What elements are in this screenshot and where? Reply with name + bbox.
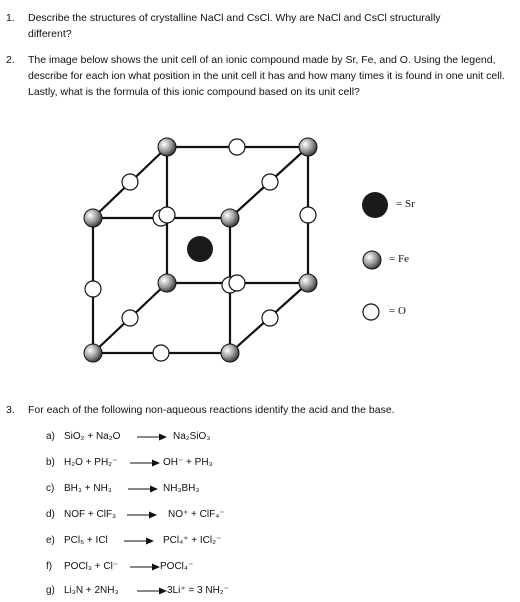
reaction-reactants: SiO₂ + Na₂O — [64, 431, 121, 442]
o-atom — [229, 139, 245, 155]
sr-atom-center — [187, 236, 213, 262]
reaction-products: 3Li⁺ = 3 NH₂⁻ — [167, 585, 229, 596]
reaction-reactants: H₂O + PH₂⁻ — [64, 457, 118, 468]
reaction-label: e) — [46, 535, 55, 546]
fe-atom — [221, 209, 239, 227]
reaction-row — [46, 584, 306, 598]
reaction-products: NH₃BH₃ — [163, 483, 200, 494]
question-1-text: Describe the structures of crystalline NaCl and CsCl. Why are NaCl and CsCl structurally different? — [28, 12, 441, 40]
o-atom — [122, 174, 138, 190]
fe-atom — [221, 344, 239, 362]
fe-atom — [158, 138, 176, 156]
fe-atom — [84, 209, 102, 227]
legend — [362, 192, 388, 320]
legend-sr-label: = Sr — [396, 198, 415, 210]
fe-atom — [158, 274, 176, 292]
arrow-icon — [128, 485, 158, 493]
reaction-row — [46, 534, 306, 548]
o-atom — [122, 310, 138, 326]
arrow-icon — [124, 537, 154, 545]
reaction-row — [46, 560, 306, 574]
reaction-reactants: BH₃ + NH₃ — [64, 483, 112, 494]
arrow-icon — [127, 511, 157, 519]
reaction-label: a) — [46, 431, 55, 442]
o-atom — [262, 174, 278, 190]
reaction-products: Na₂SiO₃ — [173, 431, 211, 442]
reaction-row — [46, 508, 306, 522]
question-3-text: For each of the following non-aqueous reactions identify the acid and the base. — [28, 404, 395, 416]
legend-fe-symbol — [363, 251, 381, 269]
arrow-icon — [130, 563, 160, 571]
arrow-icon — [130, 459, 160, 467]
o-atom — [229, 275, 245, 291]
reaction-label: f) — [46, 561, 53, 572]
reaction-label: b) — [46, 457, 55, 468]
reaction-products: NO⁺ + ClF₄⁻ — [168, 509, 225, 520]
reaction-label: c) — [46, 483, 55, 494]
reaction-products: POCl₄⁻ — [160, 561, 194, 572]
reaction-reactants: POCl₃ + Cl⁻ — [64, 561, 119, 572]
reaction-products: OH⁻ + PH₃ — [163, 457, 213, 468]
legend-sr-symbol — [362, 192, 388, 218]
reaction-products: PCl₄⁺ + ICl₂⁻ — [163, 535, 222, 546]
reaction-row — [46, 482, 306, 496]
reaction-reactants: PCl₅ + ICl — [64, 535, 108, 546]
o-atom — [85, 281, 101, 297]
fe-atom — [299, 274, 317, 292]
reaction-label: d) — [46, 509, 55, 520]
reaction-row — [46, 430, 306, 444]
legend-o-label: = O — [389, 305, 406, 317]
fe-atom — [299, 138, 317, 156]
arrow-icon — [137, 433, 167, 441]
reaction-reactants: Li₃N + 2NH₃ — [64, 585, 119, 596]
question-3-number: 3. — [6, 404, 15, 416]
question-1-number: 1. — [6, 12, 15, 24]
o-atom — [262, 310, 278, 326]
o-atom — [300, 207, 316, 223]
legend-o-symbol — [363, 304, 379, 320]
reaction-label: g) — [46, 585, 55, 596]
o-atom — [153, 345, 169, 361]
question-2-number: 2. — [6, 54, 15, 66]
reaction-row — [46, 456, 306, 470]
legend-fe-label: = Fe — [389, 253, 409, 265]
o-atom — [159, 207, 175, 223]
arrow-icon — [137, 587, 167, 595]
reaction-reactants: NOF + ClF₃ — [64, 509, 117, 520]
question-2-text: The image below shows the unit cell of an ionic compound made by Sr, Fe, and O. Using the legend, describe for each ion what position in the unit cell it has and how many times it is found in one unit cell. Lastly, what is the formula of this ionic compound based on its unit cell? — [28, 54, 505, 98]
fe-atom — [84, 344, 102, 362]
